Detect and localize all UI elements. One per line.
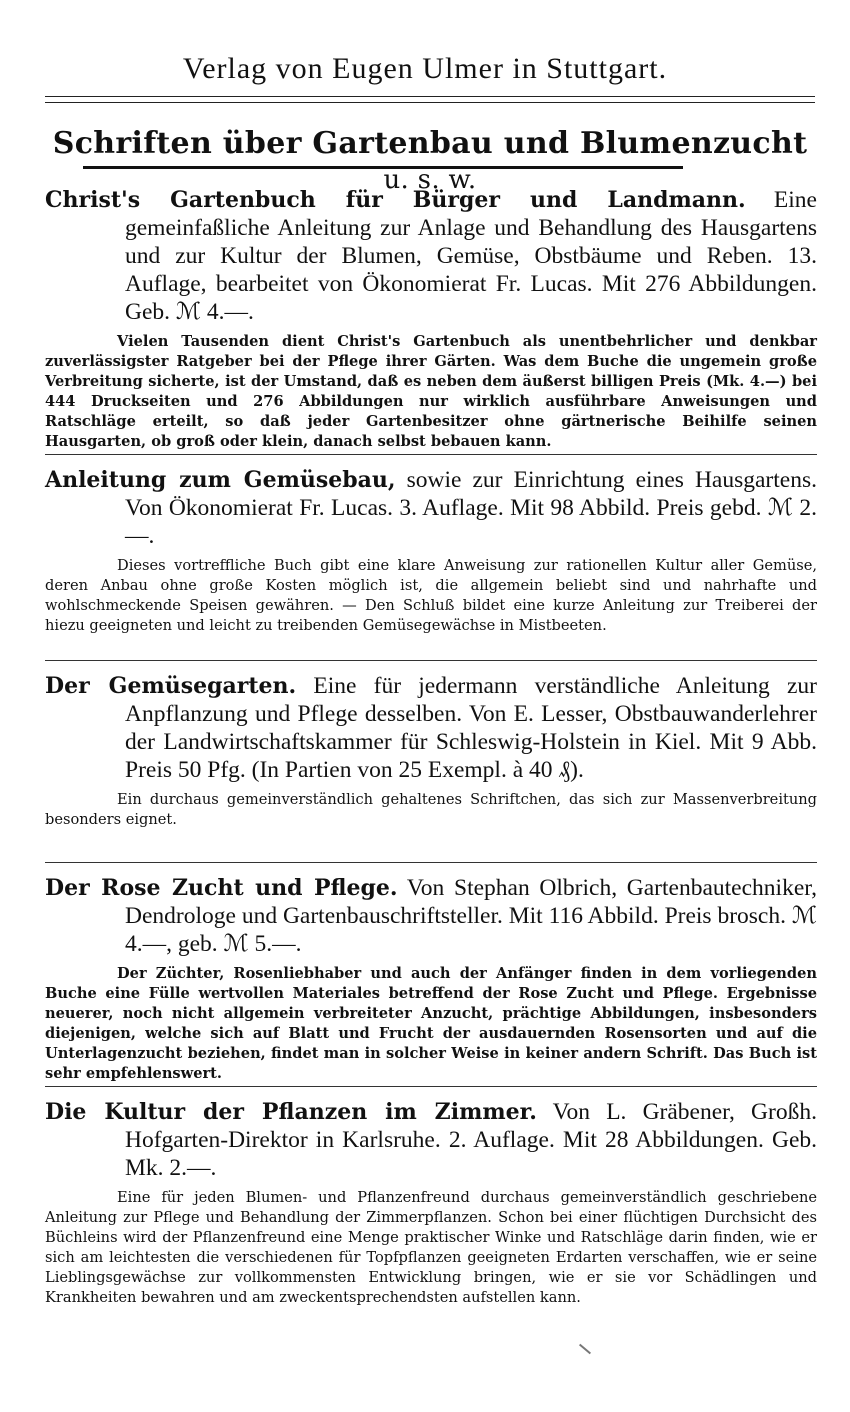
- entry-title: Der Gemüsegarten.: [45, 673, 297, 699]
- entry-details: Von Stephan Olbrich, Gartenbautechniker, Dendrologe und Gartenbauschriftsteller. Mit 116 Abbild. Preis brosch. ℳ 4.—, geb. ℳ 5.—.: [125, 875, 818, 957]
- entry-separator: [45, 1086, 817, 1087]
- publisher-line: Verlag von Eugen Ulmer in Stuttgart.: [182, 52, 668, 85]
- entry-description: Der Züchter, Rosenliebhaber und auch der Anfänger finden in dem vorliegenden Buche eine Fülle wertvollen Materiales betreffend der Rose Zucht und Pflege. Ergebnisse neuerer, noch nicht allgemein verbreiteter Anzucht, prächtige Abbildungen, insbesonders diejenigen, welche sich auf Blatt und Frucht der ausdauernden Rosensorten und auf die Unterlagenzucht beziehen, findet man in solcher Weise in keiner andern Schrift. Das Buch ist sehr empfehlenswert.: [45, 965, 817, 1082]
- section-title-main: Schriften über Gartenbau und Blumenzucht: [52, 126, 808, 161]
- entry-details: Eine gemeinfaßliche Anleitung zur Anlage und Behandlung des Hausgartens und zur Kultur der Blumen, Gemüse, Obstbäume und Reben. 13. Auflage, bearbeitet von Ökonomierat Fr. Lucas. Mit 276 Abbildungen. Geb. ℳ 4.—.: [125, 187, 817, 325]
- entry-separator: [45, 660, 817, 661]
- entry-heading: [45, 466, 817, 550]
- entry-separator: [45, 862, 817, 863]
- entry-description: Ein durchaus gemeinverständlich gehaltenes Schriftchen, das sich zur Massenverbreitung besonders eignet.: [45, 791, 817, 828]
- entry-title: Der Rose Zucht und Pflege.: [45, 875, 398, 901]
- entry-heading: [45, 672, 817, 784]
- entry-details: Eine für jedermann verständliche Anleitung zur Anpflanzung und Pflege desselben. Von E. Lesser, Obstbauwanderlehrer der Landwirtschaftskammer für Schleswig-Holstein in Kiel. Mit 9 Abb. Preis 50 Pfg. (In Partien von 25 Exempl. à 40 ₰).: [125, 673, 818, 783]
- section-title-tail: u. s. w.: [383, 165, 477, 195]
- entry-details: Von L. Gräbener, Großh. Hofgarten-Direktor in Karlsruhe. 2. Auflage. Mit 28 Abbildungen. Geb. Mk. 2.—.: [125, 1099, 817, 1181]
- header-double-rule: [45, 96, 815, 103]
- book-entry-gemuesebau: [45, 466, 817, 636]
- entry-description: Vielen Tausenden dient Christ's Gartenbuch als unentbehrlicher und denkbar zuverlässigster Ratgeber bei der Pflege ihrer Gärten. Was dem Buche die ungemein große Verbreitung sicherte, ist der Umstand, daß es neben dem äußerst billigen Preis (Mk. 4.—) bei 444 Druckseiten und 276 Abbildungen nur wirklich ausführbare Anweisungen und Ratschläge erteilt, so daß jeder Gartenbesitzer ohne gärtnerische Beihilfe seinen Hausgarten, ob groß oder klein, danach selbst bebauen kann.: [45, 333, 817, 450]
- book-entry-gemuesegarten: [45, 672, 817, 830]
- book-entry-christs-gartenbuch: [45, 186, 817, 452]
- print-speck: [579, 1344, 591, 1355]
- entry-heading: [45, 874, 817, 958]
- entry-description: Eine für jeden Blumen- und Pflanzenfreund durchaus gemeinverständlich geschriebene Anleitung zur Pflege und Behandlung der Zimmerpflanzen. Schon bei einer flüchtigen Durchsicht des Büchleins wird der Pflanzenfreund eine Menge praktischer Winke und Ratschläge darin finden, wie er sich am leichtesten die verschiedenen für Topfpflanzen geeigneten Erdarten verschaffen, wie er seine Lieblingsgewächse zur vollkommensten Entwicklung bringen, wie er sie vor Schädlingen und Krankheiten bewahren und am zweckentsprechendsten aufstellen kann.: [45, 1189, 817, 1306]
- entry-title: Anleitung zum Gemüsebau,: [45, 467, 396, 493]
- book-entry-rose: [45, 874, 817, 1084]
- entry-details: sowie zur Einrichtung eines Hausgartens. Von Ökonomierat Fr. Lucas. 3. Auflage. Mit 98 Abbild. Preis gebd. ℳ 2.—.: [125, 467, 817, 549]
- entry-description: Dieses vortreffliche Buch gibt eine klare Anweisung zur rationellen Kultur aller Gemüse, deren Anbau ohne große Kosten möglich ist, die allgemein beliebt sind und nahrhafte und wohlschmeckende Speisen gewähren. — Den Schluß bildet eine kurze Anleitung zur Treiberei der hiezu geeigneten und leicht zu treibenden Gemüsegewächse in Mistbeeten.: [45, 557, 817, 634]
- entry-title: Christ's Gartenbuch für Bürger und Landmann.: [45, 187, 746, 213]
- entry-heading: [45, 1098, 817, 1182]
- entry-separator: [45, 454, 817, 455]
- entry-heading: [45, 186, 817, 326]
- entry-title: Die Kultur der Pflanzen im Zimmer.: [45, 1099, 537, 1125]
- book-entry-zimmerpflanzen: [45, 1098, 817, 1308]
- title-underline: [83, 166, 683, 169]
